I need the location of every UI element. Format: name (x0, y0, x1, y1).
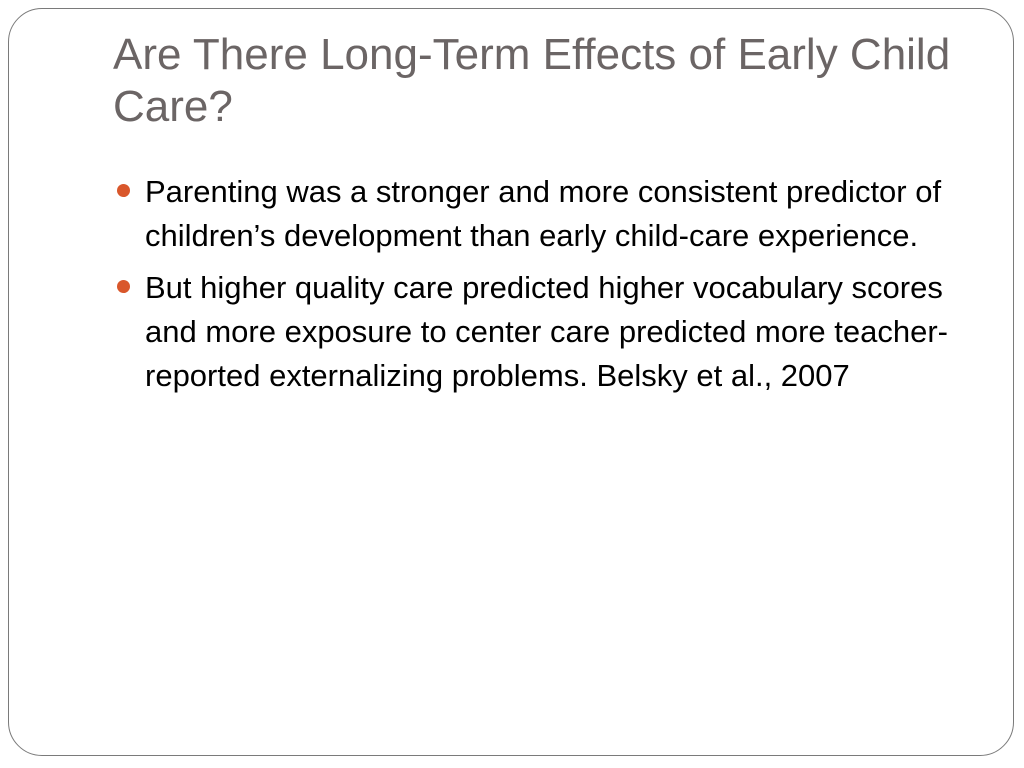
bullet-item-1 (117, 170, 957, 258)
bullet-text-1: Parenting was a stronger and more consistent predictor of children’s development than early child-care experience. (145, 174, 942, 253)
slide-title: Are There Long-Term Effects of Early Child Care? (113, 30, 951, 131)
bullet-item-2 (117, 266, 957, 398)
bullet-list (117, 170, 957, 406)
bullet-text-2: But higher quality care predicted higher vocabulary scores and more exposure to center care predicted more teacher-reported externalizing problems. Belsky et al., 2007 (145, 270, 948, 393)
bullet-dot-icon (117, 280, 130, 293)
bullet-dot-icon (117, 184, 130, 197)
